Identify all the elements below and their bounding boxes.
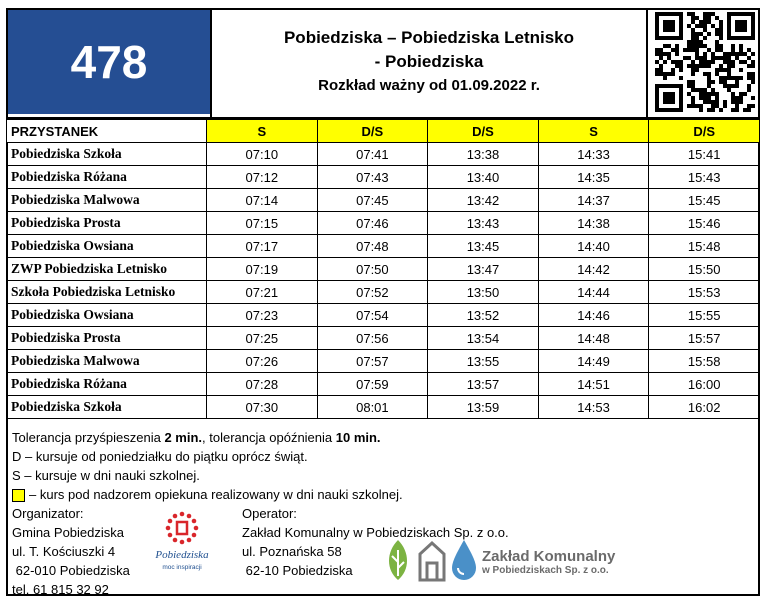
timetable-header-row <box>7 120 760 143</box>
stop-name: Szkoła Pobiedziska Letnisko <box>7 281 207 304</box>
departure-time: 07:28 <box>207 373 318 396</box>
departure-time: 15:43 <box>649 166 760 189</box>
operator-city: 62-10 Pobiedziska <box>242 563 353 578</box>
departure-time: 13:47 <box>428 258 539 281</box>
route-line-2: - Pobiedziska <box>374 52 484 71</box>
operator-label: Operator: <box>242 506 297 521</box>
tolerance-note <box>12 428 403 447</box>
zk-logo-line2: w Pobiedziskach Sp. z o.o. <box>482 565 609 576</box>
departure-time: 07:54 <box>317 304 428 327</box>
line-number: 478 <box>70 36 148 88</box>
departure-time: 13:50 <box>428 281 539 304</box>
stop-name: ZWP Pobiedziska Letnisko <box>7 258 207 281</box>
tolerance-late: 10 min. <box>335 430 381 445</box>
departure-time: 13:54 <box>428 327 539 350</box>
yellow-square-icon <box>12 489 25 502</box>
organizer-label: Organizator: <box>12 506 84 521</box>
departure-time: 07:10 <box>207 143 318 166</box>
stop-name: Pobiedziska Różana <box>7 373 207 396</box>
organizer-street: ul. T. Kościuszki 4 <box>12 544 116 559</box>
departure-time: 07:48 <box>317 235 428 258</box>
departure-time: 14:35 <box>538 166 649 189</box>
departure-time: 15:53 <box>649 281 760 304</box>
departure-time: 07:30 <box>207 396 318 419</box>
departure-time: 07:25 <box>207 327 318 350</box>
timetable-row <box>7 235 760 258</box>
timetable-row <box>7 396 760 419</box>
departure-time: 13:52 <box>428 304 539 327</box>
organizer-phone: tel. 61 815 32 92 <box>12 582 109 597</box>
departure-time: 07:41 <box>317 143 428 166</box>
zaklad-komunalny-logo-text <box>482 548 615 576</box>
stop-name: Pobiedziska Owsiana <box>7 235 207 258</box>
column-header-course: S <box>538 120 649 143</box>
timetable-row <box>7 350 760 373</box>
qr-code-icon <box>655 12 755 112</box>
departure-time: 07:50 <box>317 258 428 281</box>
departure-time: 13:55 <box>428 350 539 373</box>
stop-name: Pobiedziska Szkoła <box>7 396 207 419</box>
departure-time: 15:57 <box>649 327 760 350</box>
departure-time: 15:41 <box>649 143 760 166</box>
organizer-city: 62-010 Pobiedziska <box>12 563 130 578</box>
departure-time: 14:49 <box>538 350 649 373</box>
departure-time: 14:51 <box>538 373 649 396</box>
departure-time: 14:37 <box>538 189 649 212</box>
departure-time: 14:44 <box>538 281 649 304</box>
timetable-header <box>6 8 760 118</box>
yellow-note-text: – kurs pod nadzorem opiekuna realizowany w dni nauki szkolnej. <box>29 487 403 502</box>
departure-time: 14:46 <box>538 304 649 327</box>
pobiedziska-logo <box>142 508 222 578</box>
d-note: D – kursuje od poniedziałku do piątku oprócz świąt. <box>12 449 308 464</box>
stop-name: Pobiedziska Malwowa <box>7 189 207 212</box>
timetable-row <box>7 258 760 281</box>
departure-time: 07:23 <box>207 304 318 327</box>
departure-time: 13:59 <box>428 396 539 419</box>
column-header-course: D/S <box>649 120 760 143</box>
timetable-row <box>7 373 760 396</box>
departure-time: 16:02 <box>649 396 760 419</box>
departure-time: 15:45 <box>649 189 760 212</box>
departure-time: 07:12 <box>207 166 318 189</box>
stop-name: Pobiedziska Różana <box>7 166 207 189</box>
departure-time: 15:48 <box>649 235 760 258</box>
organizer-block <box>12 504 130 599</box>
water-drop-icon <box>452 540 476 580</box>
departure-time: 07:46 <box>317 212 428 235</box>
house-icon <box>420 543 444 580</box>
departure-time: 14:33 <box>538 143 649 166</box>
header-divider <box>646 8 648 118</box>
tolerance-text: , tolerancja opóźnienia <box>202 430 336 445</box>
timetable-row <box>7 327 760 350</box>
departure-time: 13:42 <box>428 189 539 212</box>
operator-street: ul. Poznańska 58 <box>242 544 342 559</box>
stop-name: Pobiedziska Owsiana <box>7 304 207 327</box>
column-header-course: D/S <box>317 120 428 143</box>
stop-name: Pobiedziska Szkoła <box>7 143 207 166</box>
departure-time: 07:15 <box>207 212 318 235</box>
s-note: S – kursuje w dni nauki szkolnej. <box>12 468 200 483</box>
departure-time: 14:40 <box>538 235 649 258</box>
departure-time: 15:46 <box>649 212 760 235</box>
column-header-course: S <box>207 120 318 143</box>
stop-name: Pobiedziska Malwowa <box>7 350 207 373</box>
departure-time: 07:17 <box>207 235 318 258</box>
timetable-row <box>7 281 760 304</box>
departure-time: 14:48 <box>538 327 649 350</box>
timetable-row <box>7 143 760 166</box>
operator-name: Zakład Komunalny w Pobiedziskach Sp. z o.o. <box>242 525 509 540</box>
departure-time: 16:00 <box>649 373 760 396</box>
departure-time: 07:52 <box>317 281 428 304</box>
departure-time: 13:38 <box>428 143 539 166</box>
departure-time: 14:53 <box>538 396 649 419</box>
departure-time: 08:01 <box>317 396 428 419</box>
timetable-row <box>7 212 760 235</box>
departure-time: 07:26 <box>207 350 318 373</box>
departure-time: 07:45 <box>317 189 428 212</box>
timetable-row <box>7 304 760 327</box>
column-header-stop: PRZYSTANEK <box>7 120 207 143</box>
pobiedziska-logo-name: Pobiedziska <box>155 549 209 561</box>
departure-time: 13:45 <box>428 235 539 258</box>
departure-time: 07:56 <box>317 327 428 350</box>
departure-time: 07:14 <box>207 189 318 212</box>
zk-logo-line1: Zakład Komunalny <box>482 548 616 565</box>
line-number-box <box>8 10 210 114</box>
stop-name: Pobiedziska Prosta <box>7 327 207 350</box>
departure-time: 14:42 <box>538 258 649 281</box>
notes <box>12 428 403 504</box>
tolerance-text: Tolerancja przyśpieszenia <box>12 430 165 445</box>
departure-time: 15:55 <box>649 304 760 327</box>
departure-time: 13:40 <box>428 166 539 189</box>
leaf-icon <box>389 540 407 580</box>
departure-time: 15:50 <box>649 258 760 281</box>
timetable-row <box>7 189 760 212</box>
departure-time: 07:19 <box>207 258 318 281</box>
departure-time: 07:57 <box>317 350 428 373</box>
route-title <box>212 26 646 98</box>
organizer-name: Gmina Pobiedziska <box>12 525 124 540</box>
yellow-note <box>12 485 403 504</box>
departure-time: 15:58 <box>649 350 760 373</box>
pobiedziska-logo-slogan: moc inspiracji <box>162 564 202 571</box>
column-header-course: D/S <box>428 120 539 143</box>
route-line-1: Pobiedziska – Pobiedziska Letnisko <box>283 28 575 47</box>
valid-from: Rozkład ważny od 01.09.2022 r. <box>318 77 540 94</box>
departure-time: 13:43 <box>428 212 539 235</box>
departure-time: 07:59 <box>317 373 428 396</box>
stop-name: Pobiedziska Prosta <box>7 212 207 235</box>
departure-time: 07:21 <box>207 281 318 304</box>
departure-time: 14:38 <box>538 212 649 235</box>
tolerance-early: 2 min. <box>164 430 203 445</box>
timetable <box>6 119 760 419</box>
departure-time: 13:57 <box>428 373 539 396</box>
timetable-row <box>7 166 760 189</box>
departure-time: 07:43 <box>317 166 428 189</box>
